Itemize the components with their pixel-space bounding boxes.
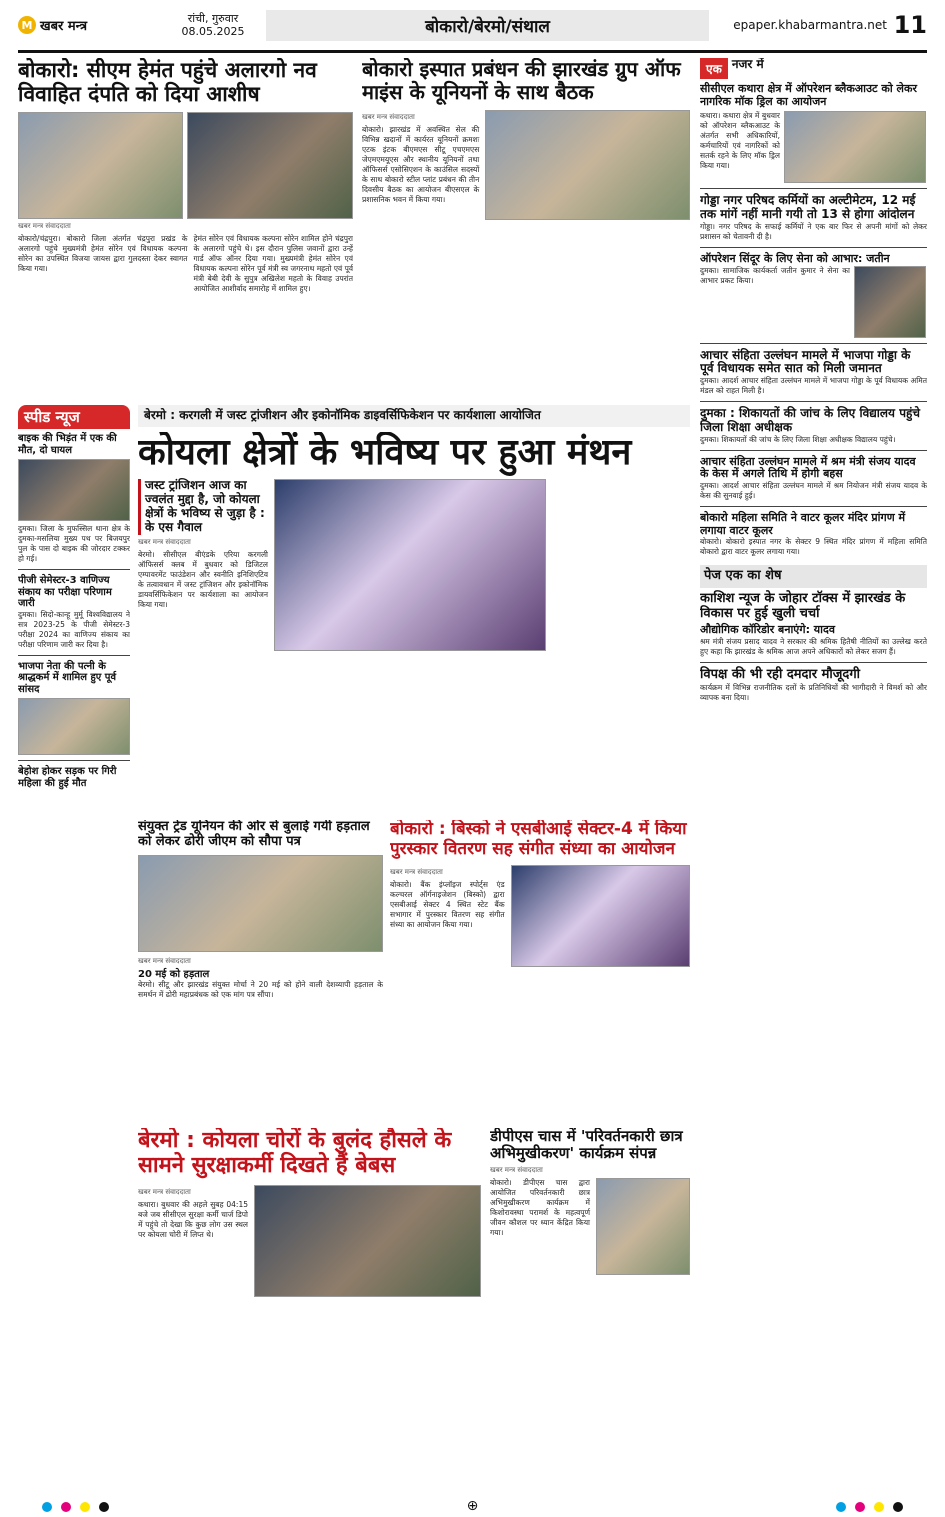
photo-workshop	[274, 479, 546, 651]
body-text: बेरमो। सीसीएल बीएंडके एरिया करगली ऑफिसर्स क्लब में बुधवार को डिजिटल एम्पावरमेंट फाउंडेशन और स्वनीति इनिशिएटिव के तत्वावधान में जस्ट ट्रांजिशन और इकोनॉमिक डायवर्सिफिकेशन पर कार्यशाला का आयोजन किया गया।	[138, 549, 268, 609]
photo-shraddh	[18, 698, 130, 755]
headline: कोयला क्षेत्रों के भविष्य पर हुआ मंथन	[138, 432, 632, 473]
magenta-dot-icon	[855, 1502, 865, 1512]
body-text: बोकारो। झारखंड में अवस्थित सेल की विभिन्न खदानों में कार्यरत यूनियनों क्रमशः एटक इंटक बीएमएस सीटू एचएमएस जेएमएमयूएस और स्थानीय यूनियनों तथा ऑफिसर्स एसोसिएशन के काउंसिल सदस्यों के साथ बोकारो स्टील प्लांट प्रबंधन की तीन दिवसीय बैठक का आयोजन बीएसएल के प्रशासनिक भवन में किया गया।	[362, 125, 480, 204]
photo-meeting	[485, 110, 690, 220]
photo-wedding-2	[187, 112, 353, 219]
r9-head: विपक्ष की भी रही दमदार मौजूदगी	[700, 666, 861, 682]
r4-head: आचार संहिता उल्लंघन मामले में भाजपा गोड्डा के पूर्व विधायक समेत सात को मिली जमानत	[700, 347, 911, 376]
body-text: बेरमो। सीटू और झारखंड संयुक्त मोर्चा ने 20 मई को होने वाली देशव्यापी हड़ताल के समर्थन में ढोरी महाप्रबंधक को एक मांग पत्र सौंपा।	[138, 980, 383, 1000]
r4-body: दुमका। आदर्श आचार संहिता उल्लंघन मामले में भाजपा गोड्डा के पूर्व विधायक अमित मंडल को राहत मिली है।	[700, 376, 927, 396]
headline: डीपीएस चास में 'परिवर्तनकारी छात्र अभिमुखीकरण' कार्यक्रम संपन्न	[490, 1128, 683, 1163]
story-trade-union-strike	[138, 820, 383, 1120]
photo-speaker	[596, 1178, 690, 1275]
photo-accident	[18, 459, 130, 521]
site-url[interactable]: epaper.khabarmantra.net	[733, 18, 887, 32]
section-title: बोकारो/बेरमो/संथाल	[266, 10, 709, 41]
yellow-dot-icon	[80, 1502, 90, 1512]
speed-item-3-head: भाजपा नेता की पत्नी के श्राद्धकर्म में शामिल हुए पूर्व सांसद	[18, 660, 117, 695]
story-coal-future	[138, 432, 690, 812]
page-header	[18, 0, 927, 53]
story-kicker-bar	[138, 405, 690, 427]
photo-mockdrill	[784, 111, 926, 183]
r5-body: दुमका। शिकायतों की जांच के लिए जिला शिक्षा अधीक्षक विद्यालय पहुंचे।	[700, 434, 896, 444]
r6-body: दुमका। आदर्श आचार संहिता उल्लंघन मामले में श्रम नियोजन मंत्री संजय यादव के केस की सुनवाई हुई।	[700, 480, 927, 500]
r5-head: दुमका : शिकायतों की जांच के लिए विद्यालय पहुंचे जिला शिक्षा अधीक्षक	[700, 406, 920, 434]
kicker: बेरमो : करगली में जस्ट ट्रांजीशन और इकोनॉमिक डाइवर्सिफिकेशन पर कार्यशाला आयोजित	[144, 408, 541, 422]
r7-head: बोकारो महिला समिति ने वाटर कूलर मंदिर प्रांगण में लगाया वाटर कूलर	[700, 510, 906, 537]
brand-logo-icon: M	[18, 16, 36, 34]
speed-item-2-body: दुमका। सिदो-कान्हू मुर्मू विश्वविद्यालय ने सत्र 2023-25 के पीजी सेमेस्टर-3 परीक्षा 2024 का वाणिज्य संकाय का परीक्षा परिणाम जारी कर दिया है।	[18, 609, 130, 649]
byline: खबर मन्त्र संवाददाता	[362, 113, 415, 121]
r8-sub: औद्योगिक कॉरिडोर बनाएंगे: यादव	[700, 623, 835, 637]
r2-body: गोड्डा। नगर परिषद के सफाई कर्मियों ने एक बार फिर से अपनी मांगों को लेकर प्रशासन को चेतावनी दी है।	[700, 221, 927, 241]
photo-coal-truck	[254, 1185, 481, 1297]
r6-head: आचार संहिता उल्लंघन मामले में श्रम मंत्री संजय यादव के केस में अगले तिथि में होगी बहस	[700, 454, 916, 481]
nazar-tag: नजर में	[731, 58, 764, 71]
headline: बेरमो : कोयला चोरों के बुलंद हौसले के सामने सुरक्षाकर्मी दिखते हैं बेबस	[138, 1128, 452, 1179]
byline: खबर मन्त्र संवाददाता	[138, 1187, 191, 1196]
crosshair-icon: ⊕	[466, 1498, 479, 1514]
yellow-dot-icon	[874, 1502, 884, 1512]
headline: बोकारो : बिस्को ने एसबीआई सेक्टर-4 में किया पुरस्कार वितरण सह संगीत संध्या का आयोजन	[390, 820, 687, 859]
right-column	[700, 58, 927, 1488]
r9-body: कार्यक्रम में विभिन्न राजनीतिक दलों के प्रतिनिधियों की भागीदारी ने विमर्श को और व्यापक बना दिया।	[700, 682, 927, 702]
photo-wedding-1	[18, 112, 183, 219]
speed-item-1-body: दुमका। जिला के मुफस्सिल थाना क्षेत्र के दुमका-मसलिया मुख्य पथ पर बिजयपुर पुल के पास दो बाइक की जोरदार टक्कर हो गई।	[18, 524, 130, 563]
speed-news-column	[18, 405, 130, 1125]
photo-jatin	[854, 266, 926, 338]
speed-item-1-head: बाइक की भिड़ंत में एक की मौत, दो घायल	[18, 433, 117, 456]
byline: खबर मन्त्र संवाददाता	[138, 537, 191, 546]
date: 08.05.2025	[181, 25, 245, 38]
byline: खबर मन्त्र संवाददाता	[18, 222, 71, 231]
body-text: हेमंत सोरेन एवं विधायक कल्पना सोरेन शामिल होने चंद्रपुरा के अलारगो पहुंचे थे। इस दौरान पुलिस जवानों द्वारा उन्हें गार्ड ऑफ ऑनर दिया गया। मुख्यमंत्री हेमंत सोरेन एवं विधायक कल्पना सोरेन पूर्व मंत्री स्व जगरनाथ महतो एवं पूर्व मंत्री बेबी देवी के सुपुत्र अखिलेश महतो के विवाह उपरांत आयोजित आशीर्वाद समारोह में शामिल हुए।	[193, 234, 353, 294]
byline: खबर मन्त्र संवाददाता	[390, 868, 443, 877]
speed-item-4-head: बेहोश होकर सड़क पर गिरी महिला की हुई मौत	[18, 766, 117, 789]
page-number: 11	[893, 11, 927, 39]
r1-head: सीसीएल कथारा क्षेत्र में ऑपरेशन ब्लैकआउट को लेकर नागरिक मॉक ड्रिल का आयोजन	[700, 82, 917, 108]
speed-item-2-head: पीजी सेमेस्टर-3 वाणिज्य संकाय का परीक्षा परिणाम जारी	[18, 575, 112, 609]
story-cm-alargo	[18, 58, 353, 358]
subhead: 20 मई को हड़ताल	[138, 968, 210, 980]
story-dps-chas	[490, 1128, 690, 1488]
headline: संयुक्त ट्रेड यूनियन की ओर से बुलाई गयी हड़ताल को लेकर ढोरी जीएम को सौपा पत्र	[138, 820, 370, 849]
headline: बोकारो: सीएम हेमंत पहुंचे अलारगो नव विवाहित दंपति को दिया आशीष	[18, 58, 317, 107]
headline: बोकारो इस्पात प्रबंधन की झारखंड ग्रुप ऑफ माइंस के यूनियनों के साथ बैठक	[362, 58, 681, 104]
magenta-dot-icon	[61, 1502, 71, 1512]
black-dot-icon	[893, 1502, 903, 1512]
photo-music-evening	[511, 865, 690, 967]
r7-body: बोकारो। बोकारो इस्पात नगर के सेक्टर 9 स्थित मंदिर प्रांगण में महिला समिति बोकारो द्वारा वाटर कूलर लगाया गया।	[700, 537, 927, 557]
body-text: कथारा। बुधवार की अहले सुबह 04:15 बजे जब सीसीएल सुरक्षा कर्मी चार्ज डिपो में पहुंचे तो देखा कि कुछ लोग उस स्थल पर कोयला चोरी में लिप्त थे।	[138, 1199, 248, 1239]
city-day: रांची, गुरुवार	[187, 12, 239, 25]
r8-body: श्रम मंत्री संजय प्रसाद यादव ने सरकार की श्रमिक हितैषी नीतियों का उल्लेख करते हुए कहा कि झारखंड के श्रमिक आज अपने अधिकारों को लेकर सजग हैं।	[700, 636, 927, 656]
speed-news-title: स्पीड न्यूज	[18, 405, 130, 429]
registration-bar	[0, 1495, 945, 1517]
r3-body: दुमका। सामाजिक कार्यकर्ता जतीन कुमार ने सेना का आभार प्रकट किया।	[700, 265, 850, 285]
lead-text: बोकारो/चंद्रपुरा। बोकारो जिला अंतर्गत चंद्रपुरा प्रखंड के अलारगो पहुंचे मुख्यमंत्री हेमंत सोरेन एवं विधायक कल्पना सोरेन का उपस्थित विजया जायस द्वारा गुलदस्ता देकर स्वागत किया गया।	[18, 234, 188, 274]
photo-union-letter	[138, 855, 383, 952]
story-bisco-sbi	[390, 820, 690, 1120]
cyan-dot-icon	[836, 1502, 846, 1512]
story-bsl-union-meeting	[362, 58, 690, 413]
byline: खबर मन्त्र संवाददाता	[490, 1165, 543, 1174]
cyan-dot-icon	[42, 1502, 52, 1512]
page-one-continuation-box: पेज एक का शेष	[700, 565, 927, 588]
pull-quote: जस्ट ट्रांजिशन आज का ज्वलंत मुद्दा है, जो कोयला क्षेत्रों के भविष्य से जुड़ा है : के एस गैवाल	[138, 479, 268, 534]
story-coal-theft	[138, 1128, 483, 1488]
r3-head: ऑपरेशन सिंदूर के लिए सेना को आभार: जतीन	[700, 251, 890, 265]
brand-name: खबर मन्त्र	[40, 19, 88, 34]
body-text: बोकारो। डीपीएस चास द्वारा आयोजित परिवर्तनकारी छात्र अभिमुखीकरण कार्यक्रम में किशोरावस्था परामर्श के महत्वपूर्ण जीवन कौशल पर ध्यान केंद्रित किया गया।	[490, 1177, 590, 1237]
body-text: बोकारो। बैंक इंप्लॉइज स्पोर्ट्स एंड कल्चरल ऑर्गनाइजेशन (बिस्को) द्वारा एसबीआई सेक्टर 4 स्थित स्टेट बैंक सभागार में पुरस्कार वितरण सह संगीत संध्या का आयोजन किया गया।	[390, 880, 505, 930]
r1-body: कथारा। कथारा क्षेत्र में बुधवार को ऑपरेशन ब्लैकआउट के अंतर्गत सभी अधिकारियों, कर्मचारियों एवं नागरिकों को सतर्क रहने के लिए मॉक ड्रिल किया गया।	[700, 111, 780, 171]
r2-head: गोड्डा नगर परिषद कर्मियों का अल्टीमेटम, 12 मई तक मांगें नहीं मानी गयी तो 13 से होगा आंदोलन	[700, 193, 916, 222]
r8-head: काशिश न्यूज के जोहार टॉक्स में झारखंड के विकास पर हुई खुली चर्चा	[700, 591, 906, 622]
brand	[18, 16, 168, 34]
dateline	[168, 12, 258, 38]
black-dot-icon	[99, 1502, 109, 1512]
ek-tag: एक	[700, 58, 728, 79]
byline: खबर मन्त्र संवाददाता	[138, 956, 191, 965]
